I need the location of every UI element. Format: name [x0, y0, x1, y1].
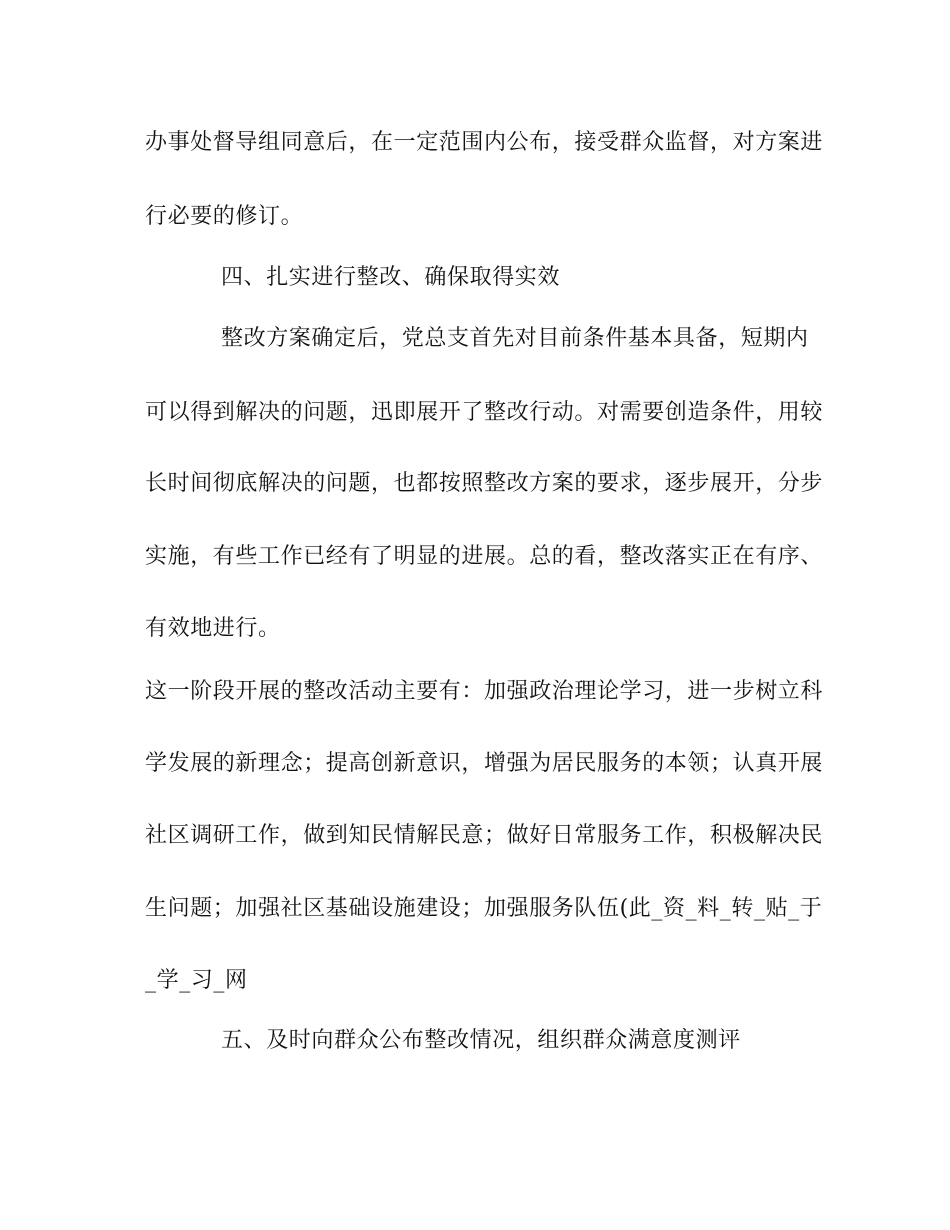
paragraph-line: 社区调研工作，做到知民情解民意；做好日常服务工作，积极解决民	[145, 823, 824, 848]
paragraph-line: 整改方案确定后，党总支首先对目前条件基本具备，短期内	[221, 326, 809, 351]
paragraph-line: 学发展的新理念；提高创新意识，增强为居民服务的本领；认真开展	[145, 751, 824, 776]
paragraph-line: _学_习_网	[145, 968, 248, 993]
paragraph-line: 办事处督导组同意后，在一定范围内公布，接受群众监督，对方案进	[145, 130, 824, 155]
section-heading-5: 五、及时向群众公布整改情况，组织群众满意度测评	[221, 1028, 741, 1053]
paragraph-line: 长时间彻底解决的问题，也都按照整改方案的要求，逐步展开，分步	[145, 471, 824, 496]
paragraph-line: 生问题；加强社区基础设施建设；加强服务队伍(此_资_料_转_贴_于	[145, 896, 823, 921]
paragraph-line: 这一阶段开展的整改活动主要有：加强政治理论学习，进一步树立科	[145, 679, 824, 704]
paragraph-line: 有效地进行。	[145, 616, 281, 641]
paragraph-line: 实施，有些工作已经有了明显的进展。总的看，整改落实正在有序、	[145, 544, 824, 569]
paragraph-line: 行必要的修订。	[145, 204, 304, 229]
paragraph-line: 可以得到解决的问题，迅即展开了整改行动。对需要创造条件，用较	[145, 400, 824, 425]
section-heading-4: 四、扎实进行整改、确保取得实效	[221, 265, 561, 290]
